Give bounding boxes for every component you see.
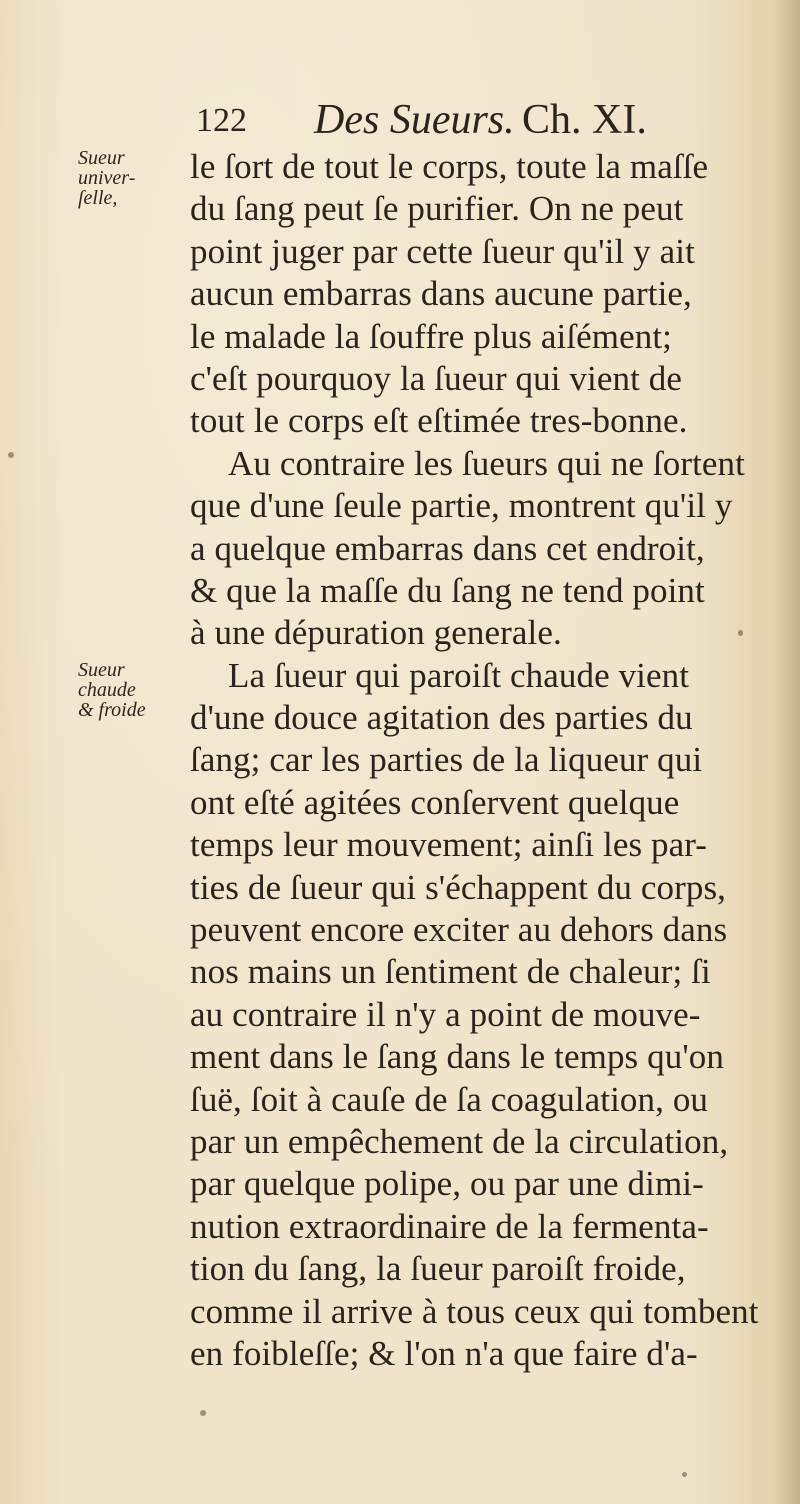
text-line: en foibleſſe; & l'on n'a que faire d'a-: [190, 1333, 698, 1373]
text-line: nos mains un ſentiment de chaleur; ſi: [190, 952, 711, 992]
running-title: Des Sueurs.: [314, 97, 515, 143]
ink-speck: [738, 630, 743, 636]
text-line: point juger par cette ſueur qu'il y ait: [190, 231, 695, 271]
text-line: par quelque polipe, ou par une dimi-: [190, 1164, 704, 1204]
text-line: tout le corps eſt eſtimée tres-bonne.: [190, 401, 688, 441]
text-line: ſang; car les parties de la liqueur qui: [190, 740, 703, 780]
text-line: peuvent encore exciter au dehors dans: [190, 910, 728, 950]
text-line: ont eſté agitées conſervent quelque: [190, 782, 680, 822]
page-number: 122: [196, 102, 247, 139]
text-line: ment dans le ſang dans le temps qu'on: [190, 1037, 724, 1077]
margin-note-line: & froide: [78, 699, 146, 721]
text-line: à une dépuration generale.: [190, 613, 562, 653]
text-line: & que la maſſe du ſang ne tend point: [190, 570, 705, 610]
text-line: le malade la ſouffre plus aiſément;: [190, 316, 672, 356]
text-line: d'une douce agitation des parties du: [190, 698, 693, 738]
paragraph-start-line: Au contraire les ſueurs qui ne ſortent: [228, 443, 745, 483]
text-line: au contraire il n'y a point de mouve-: [190, 994, 701, 1034]
text-line: nution extraordinaire de la fermenta-: [190, 1206, 709, 1246]
text-line: a quelque embarras dans cet endroit,: [190, 528, 705, 568]
text-line: par un empêchement de la circulation,: [190, 1121, 729, 1161]
text-line: que d'une ſeule partie, montrent qu'il y: [190, 486, 733, 526]
text-line: du ſang peut ſe purifier. On ne peut: [190, 189, 684, 229]
text-line: tion du ſang, la ſueur paroiſt froide,: [190, 1249, 686, 1289]
margin-note-line: chaude: [78, 679, 136, 701]
margin-note-line: Sueur: [78, 147, 125, 169]
body-text: [190, 146, 780, 1375]
margin-note-line: ſelle,: [78, 187, 118, 209]
text-line: ſuë, ſoit à cauſe de ſa coagulation, ou: [190, 1079, 709, 1119]
text-line: temps leur mouvement; ainſi les par-: [190, 825, 708, 865]
text-line: comme il arrive à tous ceux qui tombent: [190, 1291, 759, 1331]
paragraph-start-line: La ſueur qui paroiſt chaude vient: [228, 655, 690, 695]
margin-note-universal-sweat: [78, 148, 135, 208]
ink-speck: [200, 1410, 206, 1416]
ink-speck: [8, 452, 14, 458]
text-line: ties de ſueur qui s'échappent du corps,: [190, 867, 727, 907]
margin-note-line: Sueur: [78, 659, 125, 681]
text-line: le ſort de tout le corps, toute la maſſe: [190, 147, 709, 186]
text-line: c'eſt pourquoy la ſueur qui vient de: [190, 358, 682, 398]
text-line: aucun embarras dans aucune partie,: [190, 274, 692, 314]
ink-speck: [682, 1472, 687, 1477]
running-header: [196, 96, 756, 152]
margin-note-line: univer-: [78, 167, 136, 189]
margin-note-hot-cold-sweat: [78, 660, 146, 720]
chapter-heading: Ch. XI.: [522, 97, 647, 143]
